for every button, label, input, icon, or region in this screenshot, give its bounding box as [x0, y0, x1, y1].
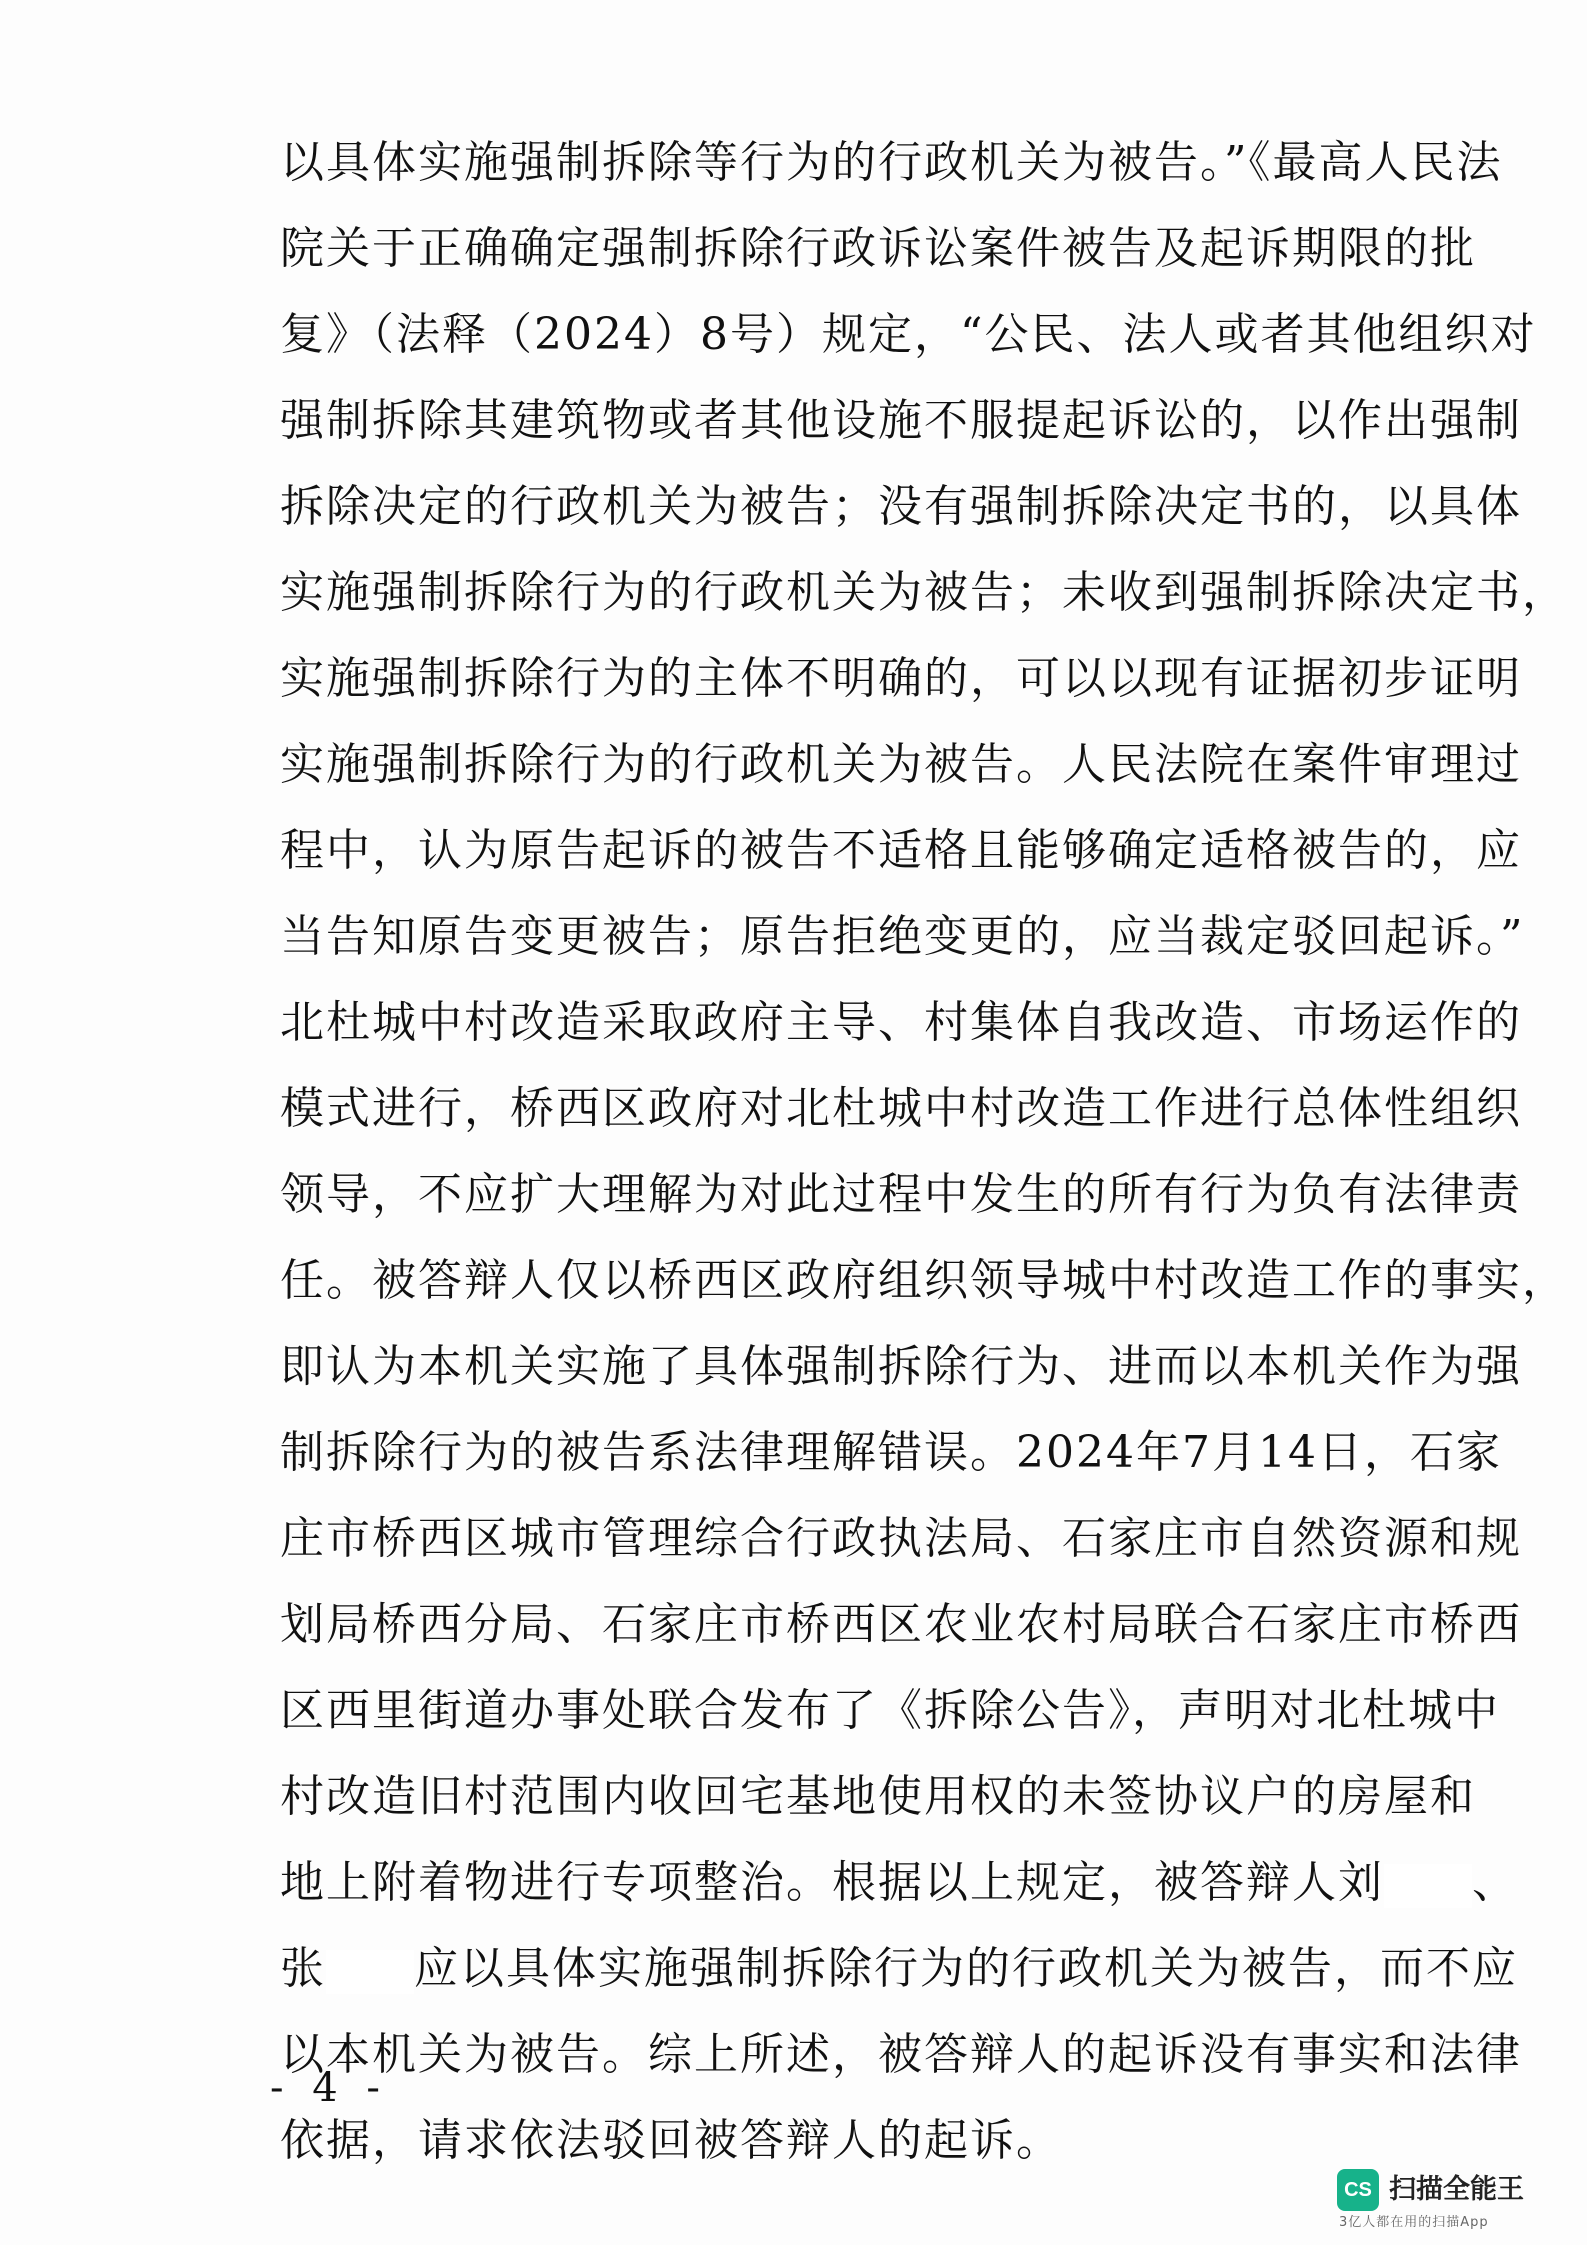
text-segment: 张: [280, 1943, 326, 1994]
text-line: 实施强制拆除行为的主体不明确的，可以以现有证据初步证明: [280, 653, 1522, 704]
camscanner-logo-icon: CS: [1337, 2169, 1379, 2211]
redacted-name: [1384, 1864, 1472, 1908]
text-line: 区西里街道办事处联合发布了《拆除公告》，声明对北杜城中: [280, 1685, 1500, 1736]
text-line: 任。被答辩人仅以桥西区政府组织领导城中村改造工作的事实，: [280, 1255, 1568, 1306]
text-line: 实施强制拆除行为的行政机关为被告。人民法院在案件审理过: [280, 739, 1522, 790]
text-line-with-redaction: [280, 1926, 1518, 2012]
watermark-tagline: 3亿人都在用的扫描App: [1339, 2215, 1489, 2230]
body-text: [280, 120, 1568, 2184]
text-line: 程中，认为原告起诉的被告不适格且能够确定适格被告的，应: [280, 825, 1522, 876]
text-line: 强制拆除其建筑物或者其他设施不服提起诉讼的，以作出强制: [280, 395, 1522, 446]
watermark-brand: 扫描全能王: [1389, 2174, 1524, 2205]
text-line: 划局桥西分局、石家庄市桥西区农业农村局联合石家庄市桥西: [280, 1599, 1522, 1650]
text-line-with-redaction: [280, 1840, 1518, 1926]
text-line: 复》（法释（2024）8号）规定，“公民、法人或者其他组织对: [280, 309, 1537, 360]
text-line: 院关于正确确定强制拆除行政诉讼案件被告及起诉期限的批: [280, 223, 1476, 274]
text-line: 以具体实施强制拆除等行为的行政机关为被告。”《最高人民法: [280, 137, 1503, 188]
text-segment: 应以具体实施强制拆除行为的行政机关为被告，而不应: [414, 1943, 1518, 1994]
text-segment: 地上附着物进行专项整治。根据以上规定，被答辩人刘: [280, 1857, 1384, 1908]
text-line: 以本机关为被告。综上所述，被答辩人的起诉没有事实和法律: [280, 2029, 1522, 2080]
text-line: 村改造旧村范围内收回宅基地使用权的未签协议户的房屋和: [280, 1771, 1476, 1822]
text-segment: 、: [1472, 1857, 1518, 1908]
page-number: - 4 -: [270, 2065, 388, 2111]
text-line: 依据，请求依法驳回被答辩人的起诉。: [280, 2115, 1062, 2166]
text-line: 实施强制拆除行为的行政机关为被告；未收到强制拆除决定书，: [280, 567, 1568, 618]
text-line: 当告知原告变更被告；原告拒绝变更的，应当裁定驳回起诉。”: [280, 911, 1525, 962]
text-line: 即认为本机关实施了具体强制拆除行为、进而以本机关作为强: [280, 1341, 1522, 1392]
scanner-watermark: [1337, 2167, 1557, 2233]
text-line: 制拆除行为的被告系法律理解错误。2024年7月14日，石家: [280, 1427, 1502, 1478]
text-line: 北杜城中村改造采取政府主导、村集体自我改造、市场运作的: [280, 997, 1522, 1048]
text-line: 拆除决定的行政机关为被告；没有强制拆除决定书的，以具体: [280, 481, 1522, 532]
redacted-name: [326, 1950, 414, 1994]
text-line: 庄市桥西区城市管理综合行政执法局、石家庄市自然资源和规: [280, 1513, 1522, 1564]
text-line: 领导，不应扩大理解为对此过程中发生的所有行为负有法律责: [280, 1169, 1522, 1220]
text-line: 模式进行，桥西区政府对北杜城中村改造工作进行总体性组织: [280, 1083, 1522, 1134]
